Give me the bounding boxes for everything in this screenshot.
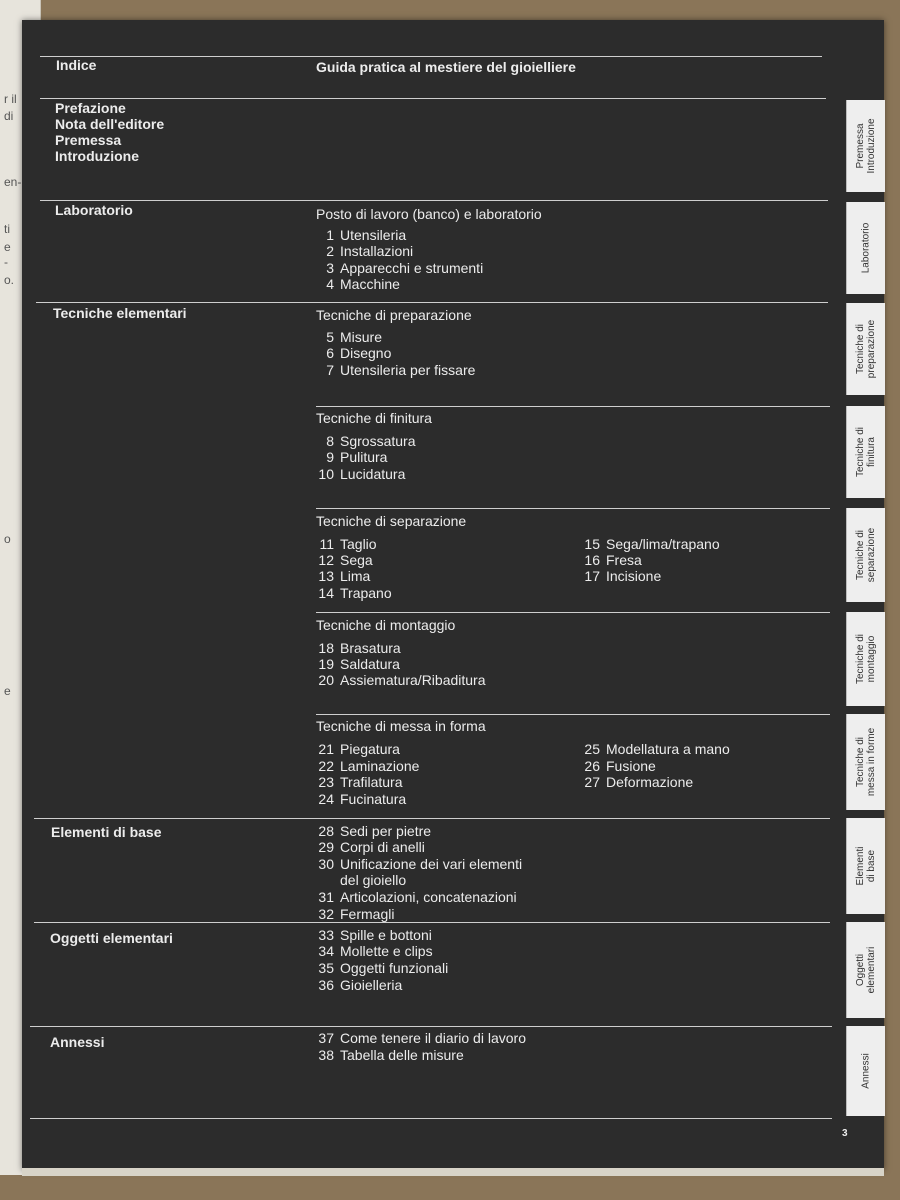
tab-montaggio[interactable] xyxy=(846,612,885,706)
chapter-title: Fermagli xyxy=(340,906,395,922)
chapter-title: Saldatura xyxy=(340,656,400,672)
chapter-number: 6 xyxy=(326,345,334,361)
chapter-title: Piegatura xyxy=(340,741,400,757)
chapter-number: 2 xyxy=(326,243,334,259)
chapter-number: 1 xyxy=(326,227,334,243)
toc-entry[interactable] xyxy=(316,466,405,482)
prev-page-text: e xyxy=(4,240,11,254)
chapter-title: Gioielleria xyxy=(340,977,403,993)
chapter-number: 22 xyxy=(318,758,334,774)
toc-entry[interactable] xyxy=(316,672,486,688)
chapter-number: 8 xyxy=(326,433,334,449)
toc-entry[interactable] xyxy=(316,568,370,584)
chapter-number: 20 xyxy=(318,672,334,688)
chapter-number: 26 xyxy=(584,758,600,774)
divider xyxy=(40,56,822,57)
toc-entry[interactable] xyxy=(316,791,406,807)
section-label: Oggetti elementari xyxy=(50,930,173,946)
tab-label: Premessa Introduzione xyxy=(855,118,877,174)
book-title: Guida pratica al mestiere del gioielliere xyxy=(316,59,576,75)
toc-entry[interactable] xyxy=(316,345,391,361)
chapter-number: 14 xyxy=(318,585,334,601)
subsection-heading: Tecniche di messa in forma xyxy=(316,718,486,734)
toc-entry[interactable] xyxy=(582,536,720,552)
toc-entry[interactable] xyxy=(316,741,400,757)
chapter-title: Modellatura a mano xyxy=(606,741,730,757)
toc-entry[interactable] xyxy=(316,927,432,943)
subsection-heading: Tecniche di montaggio xyxy=(316,617,456,633)
chapter-title: Incisione xyxy=(606,568,662,584)
toc-entry[interactable] xyxy=(316,449,387,465)
toc-entry[interactable] xyxy=(316,536,377,552)
tab-laboratorio[interactable] xyxy=(846,202,885,294)
divider xyxy=(30,1026,832,1027)
toc-entry[interactable] xyxy=(582,741,730,757)
chapter-title: Mollette e clips xyxy=(340,943,433,959)
toc-entry[interactable] xyxy=(316,640,401,656)
section-label: Annessi xyxy=(50,1034,105,1050)
chapter-title: Fresa xyxy=(606,552,642,568)
tab-label: Tecniche di messa in forme xyxy=(855,727,877,797)
chapter-number: 7 xyxy=(326,362,334,378)
index-page xyxy=(22,20,884,1170)
chapter-title: Lucidatura xyxy=(340,466,406,482)
chapter-title: Brasatura xyxy=(340,640,401,656)
divider xyxy=(316,612,830,613)
divider xyxy=(30,1118,832,1119)
toc-entry[interactable] xyxy=(316,362,475,378)
chapter-number: 27 xyxy=(584,774,600,790)
toc-entry[interactable] xyxy=(316,260,483,276)
chapter-title: Fucinatura xyxy=(340,791,407,807)
chapter-number: 25 xyxy=(584,741,600,757)
section-label: Laboratorio xyxy=(55,202,133,218)
toc-entry[interactable] xyxy=(582,568,661,584)
chapter-title: Sgrossatura xyxy=(340,433,416,449)
chapter-title: Lima xyxy=(340,568,371,584)
toc-entry[interactable] xyxy=(316,943,433,959)
chapter-title: Oggetti funzionali xyxy=(340,960,449,976)
tab-separazione[interactable] xyxy=(846,508,885,602)
page-number: 3 xyxy=(842,1128,848,1139)
divider xyxy=(34,818,830,819)
chapter-number: 13 xyxy=(318,568,334,584)
chapter-title: Sega/lima/trapano xyxy=(606,536,720,552)
chapter-number: 35 xyxy=(318,960,334,976)
toc-entry[interactable] xyxy=(316,552,373,568)
toc-entry[interactable] xyxy=(316,329,382,345)
toc-entry[interactable] xyxy=(316,889,517,905)
chapter-title: Deformazione xyxy=(606,774,694,790)
chapter-title: Disegno xyxy=(340,345,392,361)
divider xyxy=(40,200,828,201)
toc-entry[interactable] xyxy=(582,758,656,774)
tab-label: Oggetti elementari xyxy=(855,946,877,994)
chapter-number: 30 xyxy=(318,856,334,872)
chapter-title: Spille e bottoni xyxy=(340,927,432,943)
divider xyxy=(36,302,828,303)
chapter-number: 23 xyxy=(318,774,334,790)
chapter-title: Corpi di anelli xyxy=(340,839,425,855)
chapter-title: Utensileria xyxy=(340,227,407,243)
toc-entry[interactable] xyxy=(316,1047,464,1063)
chapter-title: Sedi per pietre xyxy=(340,823,432,839)
toc-entry-continuation xyxy=(316,872,406,888)
chapter-number: 17 xyxy=(584,568,600,584)
chapter-title: Sega xyxy=(340,552,373,568)
chapter-number: 18 xyxy=(318,640,334,656)
tab-messa-in-forma[interactable] xyxy=(846,714,885,810)
tab-preparazione[interactable] xyxy=(846,303,885,395)
chapter-title: Utensileria per fissare xyxy=(340,362,476,378)
chapter-number: 36 xyxy=(318,977,334,993)
tab-oggetti[interactable] xyxy=(846,922,885,1018)
toc-entry[interactable] xyxy=(316,774,403,790)
prev-page-text: ti xyxy=(4,222,10,236)
prev-page-text: o. xyxy=(4,273,15,287)
chapter-number: 21 xyxy=(318,741,334,757)
chapter-title: Installazioni xyxy=(340,243,414,259)
intro-item[interactable]: Premessa xyxy=(55,132,122,148)
chapter-title: Articolazioni, concatenazioni xyxy=(340,889,517,905)
subsection-heading: Posto di lavoro (banco) e laboratorio xyxy=(316,206,542,222)
chapter-title: Macchine xyxy=(340,276,400,292)
prev-page-text: en- xyxy=(4,175,22,189)
divider xyxy=(40,98,826,99)
chapter-number: 38 xyxy=(318,1047,334,1063)
chapter-title: Come tenere il diario di lavoro xyxy=(340,1030,526,1046)
chapter-title: del gioiello xyxy=(340,872,407,888)
chapter-number: 11 xyxy=(319,536,334,552)
tab-annessi[interactable] xyxy=(846,1026,885,1116)
toc-entry[interactable] xyxy=(316,585,392,601)
chapter-title: Misure xyxy=(340,329,383,345)
chapter-title: Trapano xyxy=(340,585,392,601)
toc-entry[interactable] xyxy=(316,243,413,259)
chapter-number: 31 xyxy=(318,889,334,905)
chapter-number: 16 xyxy=(584,552,600,568)
chapter-number: 34 xyxy=(318,943,334,959)
toc-entry[interactable] xyxy=(316,656,400,672)
chapter-title: Laminazione xyxy=(340,758,420,774)
chapter-number: 3 xyxy=(326,260,334,276)
chapter-number: 24 xyxy=(318,791,334,807)
chapter-number: 12 xyxy=(318,552,334,568)
toc-entry[interactable] xyxy=(316,823,431,839)
page-bottom-edge xyxy=(22,1168,884,1176)
prev-page-text: r il xyxy=(4,92,17,106)
toc-entry[interactable] xyxy=(316,276,400,292)
subsection-heading: Tecniche di finitura xyxy=(316,410,432,426)
chapter-title: Unificazione dei vari elementi xyxy=(340,856,523,872)
chapter-title: Taglio xyxy=(340,536,377,552)
chapter-title: Apparecchi e strumenti xyxy=(340,260,484,276)
chapter-title: Assiematura/Ribaditura xyxy=(340,672,486,688)
intro-item[interactable]: Introduzione xyxy=(55,148,139,164)
toc-entry[interactable] xyxy=(316,839,425,855)
toc-entry[interactable] xyxy=(316,906,394,922)
toc-entry[interactable] xyxy=(316,977,402,993)
chapter-title: Tabella delle misure xyxy=(340,1047,464,1063)
chapter-number: 19 xyxy=(318,656,334,672)
tab-label: Tecniche di preparazione xyxy=(855,319,877,379)
toc-entry[interactable] xyxy=(316,758,419,774)
chapter-title: Fusione xyxy=(606,758,656,774)
subsection-heading: Tecniche di separazione xyxy=(316,513,467,529)
prev-page-text: - xyxy=(4,255,8,269)
tab-elementi[interactable] xyxy=(846,818,885,914)
chapter-number: 15 xyxy=(584,536,600,552)
chapter-number: 29 xyxy=(318,839,334,855)
tab-label: Elementi di base xyxy=(855,846,877,886)
prev-page-text: di xyxy=(4,109,14,123)
chapter-number: 32 xyxy=(318,906,334,922)
tab-finitura[interactable] xyxy=(846,406,885,498)
intro-item[interactable]: Nota dell'editore xyxy=(55,116,165,132)
divider xyxy=(316,508,830,509)
intro-item[interactable]: Prefazione xyxy=(55,100,126,116)
tab-label: Tecniche di montaggio xyxy=(855,633,877,685)
chapter-number: 4 xyxy=(326,276,334,292)
toc-entry[interactable] xyxy=(316,856,522,872)
toc-entry[interactable] xyxy=(582,774,693,790)
toc-entry[interactable] xyxy=(316,433,415,449)
toc-entry[interactable] xyxy=(316,1030,526,1046)
section-label: Tecniche elementari xyxy=(53,305,187,321)
chapter-number: 9 xyxy=(326,449,334,465)
chapter-title: Trafilatura xyxy=(340,774,403,790)
divider xyxy=(316,406,830,407)
tab-label: Annessi xyxy=(860,1053,872,1089)
toc-entry[interactable] xyxy=(316,960,448,976)
chapter-number: 10 xyxy=(318,466,334,482)
section-label: Elementi di base xyxy=(51,824,162,840)
index-label: Indice xyxy=(56,57,97,73)
divider xyxy=(316,714,830,715)
toc-entry[interactable] xyxy=(582,552,642,568)
chapter-number: 5 xyxy=(326,329,334,345)
chapter-title: Pulitura xyxy=(340,449,388,465)
chapter-number: 37 xyxy=(318,1030,334,1046)
chapter-number: 33 xyxy=(318,927,334,943)
chapter-number: 28 xyxy=(318,823,334,839)
tab-premessa[interactable] xyxy=(846,100,885,192)
tab-label: Tecniche di finitura xyxy=(855,426,877,478)
tab-label: Laboratorio xyxy=(860,222,872,274)
prev-page-text: o xyxy=(4,532,11,546)
tab-label: Tecniche di separazione xyxy=(855,527,877,583)
toc-entry[interactable] xyxy=(316,227,406,243)
prev-page-text: e xyxy=(4,684,11,698)
subsection-heading: Tecniche di preparazione xyxy=(316,307,472,323)
divider xyxy=(34,922,830,923)
